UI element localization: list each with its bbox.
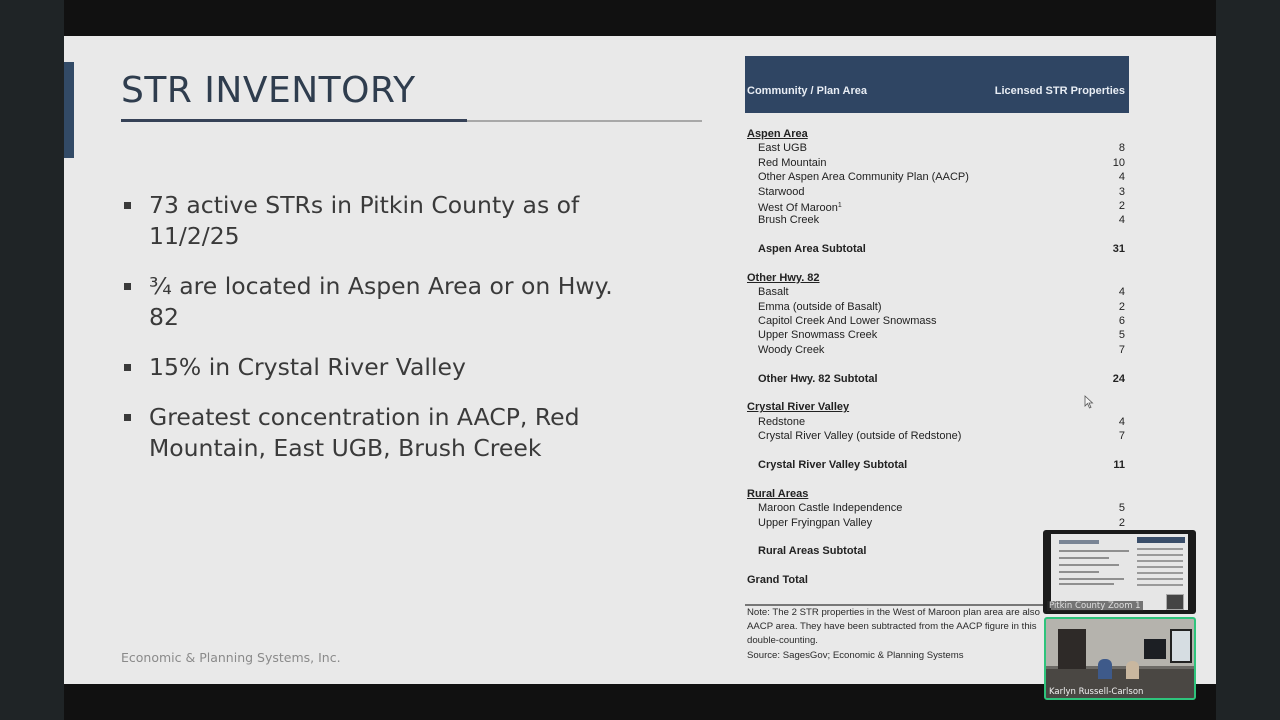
row-value: 4 <box>1118 214 1125 227</box>
group-header-rural-areas <box>745 487 1129 501</box>
group-label: Other Hwy. 82 <box>747 271 820 284</box>
row-value: 2 <box>1118 300 1125 313</box>
row-label: East UGB <box>758 142 807 155</box>
row-value: 10 <box>1112 156 1125 169</box>
table-row <box>745 213 1129 227</box>
row-label: Emma (outside of Basalt) <box>758 300 882 313</box>
row-value: 2 <box>1118 199 1125 212</box>
table-body <box>745 113 1129 588</box>
subtotal-row <box>745 242 1129 256</box>
note-line: double-counting. <box>747 635 818 647</box>
square-bullet-icon <box>124 283 131 290</box>
bullet-item <box>121 352 641 383</box>
group-label: Rural Areas <box>747 487 809 500</box>
bullet-text: ¾ are located in Aspen Area or on Hwy. 82 <box>149 272 613 331</box>
row-label: Starwood <box>758 185 805 198</box>
title-underline-light <box>467 120 702 122</box>
video-participant-panel[interactable] <box>1043 530 1196 700</box>
table-row <box>745 156 1129 170</box>
row-value: 5 <box>1118 502 1125 515</box>
row-value: 4 <box>1118 415 1125 428</box>
row-label: Maroon Castle Independence <box>758 502 903 515</box>
bullet-item <box>121 271 641 333</box>
group-header-other-hwy-82 <box>745 271 1129 285</box>
row-value: 5 <box>1118 329 1125 342</box>
note-line: AACP area. They have been subtracted from the AACP figure in this <box>747 621 1037 633</box>
participant-name: Pitkin County Zoom 1 <box>1049 601 1141 611</box>
row-value: 3 <box>1118 185 1125 198</box>
row-value: 8 <box>1118 142 1125 155</box>
column-header-area: Community / Plan Area <box>747 85 868 97</box>
square-bullet-icon <box>124 364 131 371</box>
row-value: 7 <box>1118 430 1125 443</box>
subtotal-value: 11 <box>1113 458 1125 471</box>
row-label: Woody Creek <box>758 343 825 356</box>
group-label: Aspen Area <box>747 128 808 140</box>
self-view-thumbnail <box>1166 594 1184 610</box>
subtotal-row <box>745 372 1129 386</box>
table-row <box>745 314 1129 328</box>
slide-accent-bar <box>64 62 74 158</box>
participant-video <box>1098 659 1112 679</box>
table-row <box>745 199 1129 213</box>
participant-name: Karlyn Russell-Carlson <box>1049 687 1144 697</box>
row-label: Red Mountain <box>758 156 827 169</box>
row-label: Upper Snowmass Creek <box>758 329 878 342</box>
table-row <box>745 343 1129 357</box>
row-label: Crystal River Valley (outside of Redstone) <box>758 430 962 443</box>
table-row <box>745 429 1129 443</box>
subtotal-label: Crystal River Valley Subtotal <box>758 458 908 471</box>
table-row <box>745 501 1129 515</box>
row-value: 4 <box>1118 171 1125 184</box>
str-inventory-table <box>745 56 1129 588</box>
subtotal-label: Aspen Area Subtotal <box>758 243 866 256</box>
table-row <box>745 170 1129 184</box>
active-speaker-tile[interactable] <box>1044 617 1196 700</box>
row-label: Upper Fryingpan Valley <box>758 516 873 529</box>
row-label: Other Aspen Area Community Plan (AACP) <box>758 171 969 184</box>
row-label: Capitol Creek And Lower Snowmass <box>758 315 937 328</box>
row-label: Basalt <box>758 286 789 299</box>
grand-total-label: Grand Total <box>747 574 808 587</box>
group-label: Crystal River Valley <box>747 401 850 414</box>
row-label: Redstone <box>758 415 806 428</box>
table-row <box>745 300 1129 314</box>
subtotal-value: 24 <box>1112 372 1125 385</box>
group-header-crystal-river-valley <box>745 400 1129 414</box>
column-header-count: Licensed STR Properties <box>994 85 1125 97</box>
screen-share-tile[interactable] <box>1043 530 1196 614</box>
top-letterbox <box>64 0 1216 36</box>
bullet-item <box>121 402 641 464</box>
table-row <box>745 516 1129 530</box>
row-value: 7 <box>1118 343 1125 356</box>
row-label: Brush Creek <box>758 214 820 227</box>
table-row <box>745 415 1129 429</box>
row-label-text: West Of Maroon <box>758 201 838 214</box>
source-line: Source: SagesGov; Economic & Planning Systems <box>747 649 964 661</box>
bullet-text: 73 active STRs in Pitkin County as of 11/2/25 <box>149 191 580 250</box>
subtotal-label: Rural Areas Subtotal <box>758 545 867 558</box>
bullet-text: 15% in Crystal River Valley <box>149 353 466 381</box>
table-note <box>747 606 1047 663</box>
window-frame-left <box>0 0 64 720</box>
title-underline-dark <box>121 119 467 122</box>
square-bullet-icon <box>124 202 131 209</box>
table-row <box>745 328 1129 342</box>
footnote-marker: 1 <box>837 201 842 209</box>
bullet-list <box>121 190 641 483</box>
table-row <box>745 141 1129 155</box>
row-value: 2 <box>1118 516 1125 529</box>
bullet-item <box>121 190 641 252</box>
bullet-text: Greatest concentration in AACP, Red Mountain, East UGB, Brush Creek <box>149 403 580 462</box>
group-header-aspen-area <box>745 127 1129 141</box>
table-row <box>745 185 1129 199</box>
subtotal-label: Other Hwy. 82 Subtotal <box>758 372 878 385</box>
slide-footer: Economic & Planning Systems, Inc. <box>121 650 341 665</box>
row-value: 6 <box>1118 315 1125 328</box>
mouse-cursor-icon <box>1084 395 1094 409</box>
row-value: 4 <box>1118 286 1125 299</box>
table-row <box>745 285 1129 299</box>
note-line: Note: The 2 STR properties in the West of Maroon plan area are also <box>747 607 1040 618</box>
slide-title: STR INVENTORY <box>121 70 416 111</box>
subtotal-value: 31 <box>1112 243 1125 256</box>
subtotal-row <box>745 458 1129 472</box>
square-bullet-icon <box>124 414 131 421</box>
window-frame-right <box>1216 0 1280 720</box>
table-header <box>745 56 1129 113</box>
